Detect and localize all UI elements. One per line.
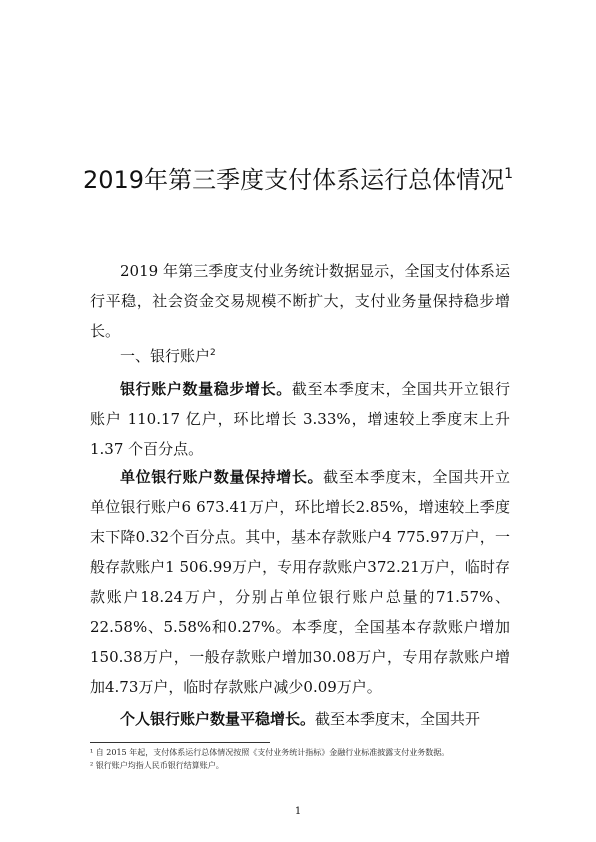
footnote-1: ¹ 自 2015 年起，支付体系运行总体情况按照《支付业务统计指标》金融行业标准披露支付业务数据。 xyxy=(90,748,450,757)
page-title xyxy=(0,160,596,195)
section-footnote-ref: 2 xyxy=(210,348,216,358)
paragraph-bank-accounts xyxy=(90,374,510,464)
paragraph-body: 截至本季度末，全国共开立银行账户 110.17 亿户，环比增长 3.33%，增速较上季度末上升 1.37 个百分点。 xyxy=(90,380,510,458)
paragraph-unit-accounts xyxy=(90,462,510,702)
intro-paragraph: 2019 年第三季度支付业务统计数据显示，全国支付体系运行平稳，社会资金交易规模不断扩大，支付业务量保持稳步增长。 xyxy=(90,262,510,340)
section-heading xyxy=(120,345,216,366)
paragraph-lead: 单位银行账户数量保持增长。 xyxy=(120,468,324,486)
page-number: 1 xyxy=(294,806,302,817)
title-footnote-ref: 1 xyxy=(504,166,513,182)
paragraph-body: 截至本季度末，全国共开 xyxy=(315,710,481,728)
paragraph-personal-accounts xyxy=(90,704,510,734)
footnote-2: ² 银行账户均指人民币银行结算账户。 xyxy=(90,761,224,770)
section-heading-text: 一、银行账户 xyxy=(120,347,211,365)
paragraph-lead: 银行账户数量稳步增长。 xyxy=(120,380,292,398)
paragraph-lead: 个人银行账户数量平稳增长。 xyxy=(120,710,316,728)
title-text: 2019年第三季度支付体系运行总体情况 xyxy=(83,166,505,194)
footnote-divider xyxy=(90,742,270,743)
paragraph-body: 截至本季度末，全国共开立单位银行账户6 673.41万户，环比增长2.85%，增速较上季度末下降0.32个百分点。其中，基本存款账户4 775.97万户，一般存款账户1 506.99万户，专用存款账户372.21万户，临时存款账户18.24万户，分别占单位银行账户总量的71.57%、22.58%、5.58%和0.27%。本季度，全国基本存款账户增加150.38万户，一般存款账户增加30.08万户，专用存款账户增加4.73万户，临时存款账户减少0.09万户。 xyxy=(90,468,510,696)
